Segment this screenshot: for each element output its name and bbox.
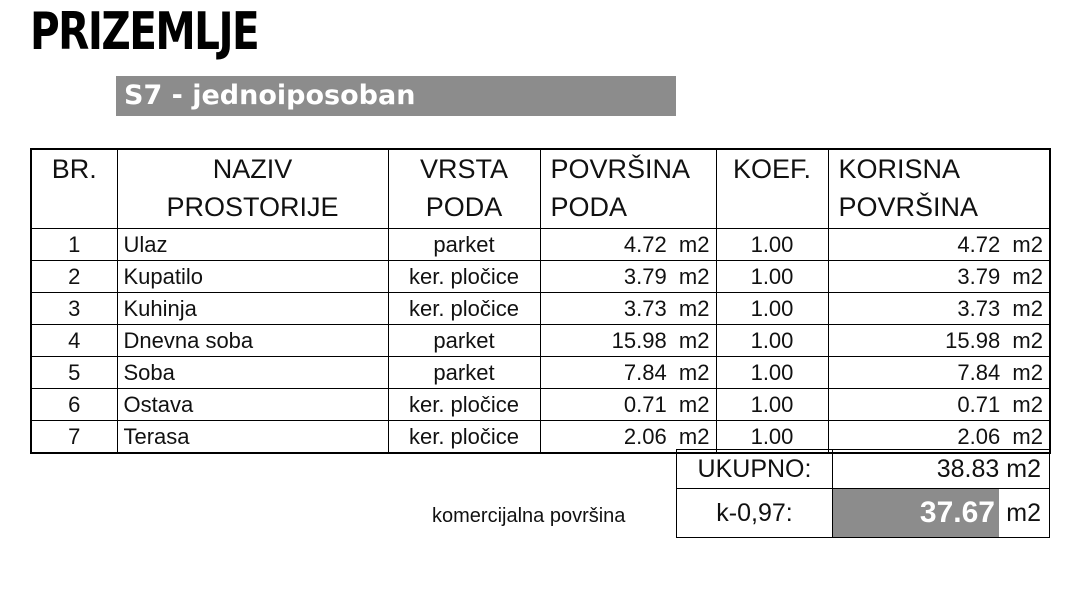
- cell-useful-area: 0.71 m2: [828, 389, 1050, 421]
- cell-floor-area: 3.79 m2: [540, 261, 716, 293]
- cell-number: 3: [31, 293, 117, 325]
- cell-floor-area: 2.06 m2: [540, 421, 716, 454]
- cell-useful-area: 7.84 m2: [828, 357, 1050, 389]
- cell-useful-area: 4.72 m2: [828, 229, 1050, 261]
- cell-room-name: Soba: [117, 357, 388, 389]
- cell-coefficient: 1.00: [716, 357, 828, 389]
- unit-label: S7 - jednoiposoban: [116, 76, 676, 116]
- cell-room-name: Terasa: [117, 421, 388, 454]
- cell-useful-area: 15.98 m2: [828, 325, 1050, 357]
- commercial-value-cell: [833, 489, 1049, 537]
- cell-floor-type: parket: [388, 229, 540, 261]
- cell-number: 7: [31, 421, 117, 454]
- cell-floor-type: ker. pločice: [388, 421, 540, 454]
- table-body: [31, 229, 1050, 454]
- table-row: [31, 357, 1050, 389]
- commercial-coef-label: k-0,97:: [677, 489, 833, 537]
- cell-room-name: Ostava: [117, 389, 388, 421]
- cell-number: 2: [31, 261, 117, 293]
- cell-floor-type: ker. pločice: [388, 261, 540, 293]
- header-line: KOEF.: [732, 154, 812, 184]
- cell-room-name: Kuhinja: [117, 293, 388, 325]
- cell-floor-area: 7.84 m2: [540, 357, 716, 389]
- table-row: [31, 229, 1050, 261]
- header-koef: [716, 149, 828, 229]
- total-label: UKUPNO:: [677, 450, 833, 488]
- header-line: POVRŠINA: [550, 154, 691, 184]
- cell-floor-area: 15.98 m2: [540, 325, 716, 357]
- cell-coefficient: 1.00: [716, 421, 828, 454]
- table-row: [31, 261, 1050, 293]
- commercial-area-label: komercijalna površina: [432, 505, 626, 527]
- header-line: NAZIV: [212, 154, 293, 184]
- cell-coefficient: 1.00: [716, 325, 828, 357]
- cell-floor-type: ker. pločice: [388, 389, 540, 421]
- cell-floor-type: parket: [388, 325, 540, 357]
- header-line: POVRŠINA: [838, 192, 979, 222]
- header-line: BR.: [51, 154, 97, 184]
- commercial-box: [676, 489, 1050, 538]
- cell-floor-type: parket: [388, 357, 540, 389]
- header-line: PODA: [425, 192, 503, 222]
- table-row: [31, 293, 1050, 325]
- total-value: 38.83 m2: [936, 455, 1041, 483]
- cell-useful-area: 3.73 m2: [828, 293, 1050, 325]
- page-title: PRIZEMLJE: [30, 2, 259, 62]
- cell-coefficient: 1.00: [716, 389, 828, 421]
- cell-coefficient: 1.00: [716, 293, 828, 325]
- table-row: [31, 325, 1050, 357]
- commercial-value: 37.67: [833, 489, 999, 537]
- header-korisna: [828, 149, 1050, 229]
- cell-room-name: Dnevna soba: [117, 325, 388, 357]
- header-vrsta: [388, 149, 540, 229]
- cell-useful-area: 2.06 m2: [828, 421, 1050, 454]
- header-br: [31, 149, 117, 229]
- header-povrsina: [540, 149, 716, 229]
- cell-floor-area: 0.71 m2: [540, 389, 716, 421]
- header-line: VRSTA: [419, 154, 508, 184]
- cell-floor-area: 4.72 m2: [540, 229, 716, 261]
- total-box: [676, 449, 1050, 489]
- table-row: [31, 389, 1050, 421]
- cell-floor-type: ker. pločice: [388, 293, 540, 325]
- rooms-table: [30, 148, 1051, 454]
- cell-number: 5: [31, 357, 117, 389]
- cell-room-name: Kupatilo: [117, 261, 388, 293]
- header-line: PROSTORIJE: [166, 192, 339, 222]
- cell-coefficient: 1.00: [716, 229, 828, 261]
- cell-useful-area: 3.79 m2: [828, 261, 1050, 293]
- cell-number: 1: [31, 229, 117, 261]
- cell-floor-area: 3.73 m2: [540, 293, 716, 325]
- table-header-row: [31, 149, 1050, 229]
- header-line: KORISNA: [838, 154, 961, 184]
- commercial-unit: m2: [1006, 499, 1041, 527]
- cell-number: 4: [31, 325, 117, 357]
- header-naziv: [117, 149, 388, 229]
- cell-room-name: Ulaz: [117, 229, 388, 261]
- header-line: PODA: [550, 192, 628, 222]
- cell-number: 6: [31, 389, 117, 421]
- cell-coefficient: 1.00: [716, 261, 828, 293]
